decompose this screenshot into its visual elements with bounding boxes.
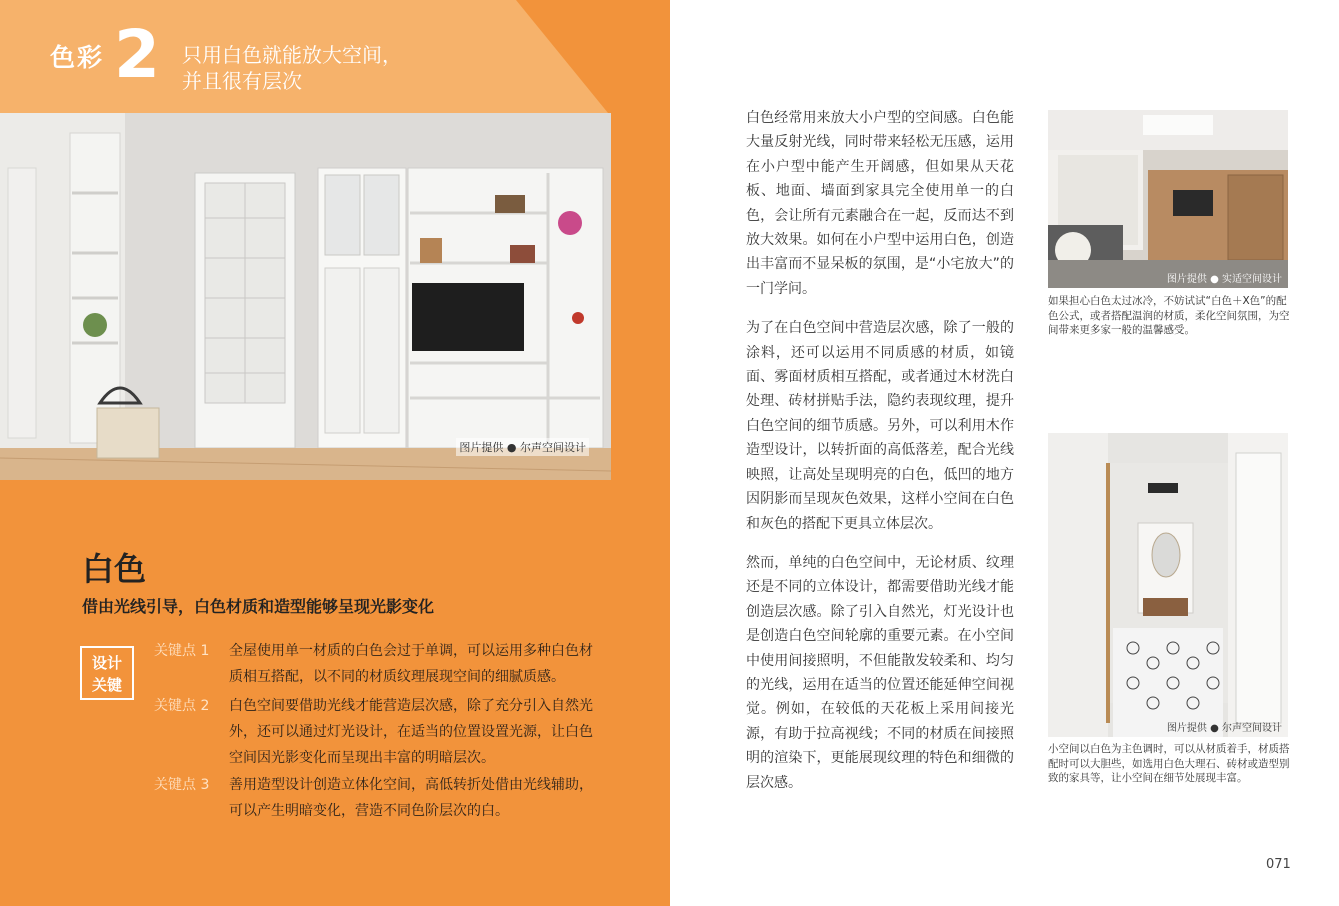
body-text — [746, 106, 1014, 810]
page-number: 071 — [1266, 857, 1291, 872]
keypoint-2-text: 白色空间要借助光线才能营造层次感，除了充分引入自然光外，还可以通过灯光设计，在适当的位置设置光源，让白色空间因光影变化而呈现出丰富的明暗层次。 — [229, 698, 593, 766]
photo-hallway-illustration — [1048, 433, 1288, 737]
body-paragraph-1: 白色经常用来放大小户型的空间感。白色能大量反射光线，同时带来轻松无压感，运用在小户型中能产生开阔感，但如果从天花板、地面、墙面到家具完全使用单一的白色，会让所有元素融合在一起，反而达不到放大效果。如何在小户型中运用白色，创造出丰富而不显呆板的氛围，是“小宅放大”的一门学问。 — [746, 110, 1014, 297]
keypoint-3-text: 善用造型设计创造立体化空间，高低转折处借由光线辅助，可以产生明暗变化，营造不同色阶层次的白。 — [229, 777, 593, 819]
keypoint-2 — [154, 693, 604, 771]
photo-living-room-caption: 如果担心白色太过冰冷，不妨试试“白色＋X色”的配色公式，或者搭配温润的材质，柔化空间氛围，为空间带来更多家一般的温馨感受。 — [1048, 295, 1290, 336]
chapter-title-line2: 并且很有层次 — [182, 69, 302, 93]
design-key-line1: 设计 — [91, 654, 122, 672]
body-paragraph-2: 为了在白色空间中营造层次感，除了一般的涂料，还可以运用不同质感的材质，如镜面、雾面材质相互搭配，或者通过木材洗白处理、砖材拼贴手法，隐约表现纹理，提升白色空间的细节质感。另外，可以利用木作造型设计，以转折面的高低落差，配合光线映照，让高处呈现明亮的白色，低凹的地方因阴影而呈现灰色效果，这样小空间在白色和灰色的搭配下更具立体层次。 — [746, 320, 1014, 532]
photo-hallway-credit: 图片提供 ● 尔声空间设计 — [1166, 723, 1282, 734]
chapter-category: 色彩 — [50, 43, 105, 72]
keypoint-1-label: 关键点 1 — [154, 643, 210, 659]
photo-living-room-credit: 图片提供 ● 实适空间设计 — [1166, 274, 1282, 285]
photo-living-room — [1048, 110, 1288, 288]
design-key-line2: 关键 — [91, 676, 122, 694]
photo-living-room-illustration — [1048, 110, 1288, 288]
photo-hallway — [1048, 433, 1288, 737]
hero-photo-credit: 图片提供 ● 尔声空间设计 — [456, 438, 589, 456]
body-paragraph-3: 然而，单纯的白色空间中，无论材质、纹理还是不同的立体设计，都需要借助光线才能创造层次感。除了引入自然光，灯光设计也是创造白色空间轮廓的重要元素。在小空间中使用间接照明，不但能散发较柔和、均匀的光线，运用在适当的位置还能延伸空间视觉。例如，在较低的天花板上采用间接光源，有助于拉高视线；不同的材质在间接照明的渲染下，更能展现纹理的特色和细微的层次感。 — [746, 554, 1014, 791]
keypoint-1 — [154, 638, 604, 690]
hero-photo-illustration — [0, 113, 611, 480]
chapter-title-line1: 只用白色就能放大空间， — [182, 43, 402, 67]
chapter-title — [182, 42, 402, 94]
photo-hallway-caption: 小空间以白色为主色调时，可以从材质着手，材质搭配时可以大胆些，如选用白色大理石、砖材或造型别致的家具等，让小空间在细节处展现丰富。 — [1048, 743, 1290, 784]
chapter-number: 2 — [114, 16, 160, 93]
section-subtitle: 借由光线引导，白色材质和造型能够呈现光影变化 — [82, 597, 435, 616]
section-title: 白色 — [82, 550, 147, 588]
keypoint-1-text: 全屋使用单一材质的白色会过于单调，可以运用多种白色材质相互搭配，以不同的材质纹理展现空间的细腻质感。 — [229, 643, 593, 685]
keypoint-3 — [154, 772, 604, 824]
hero-photo — [0, 113, 611, 480]
keypoint-3-label: 关键点 3 — [154, 777, 210, 793]
design-key-box — [80, 646, 134, 700]
keypoint-2-label: 关键点 2 — [154, 698, 210, 714]
